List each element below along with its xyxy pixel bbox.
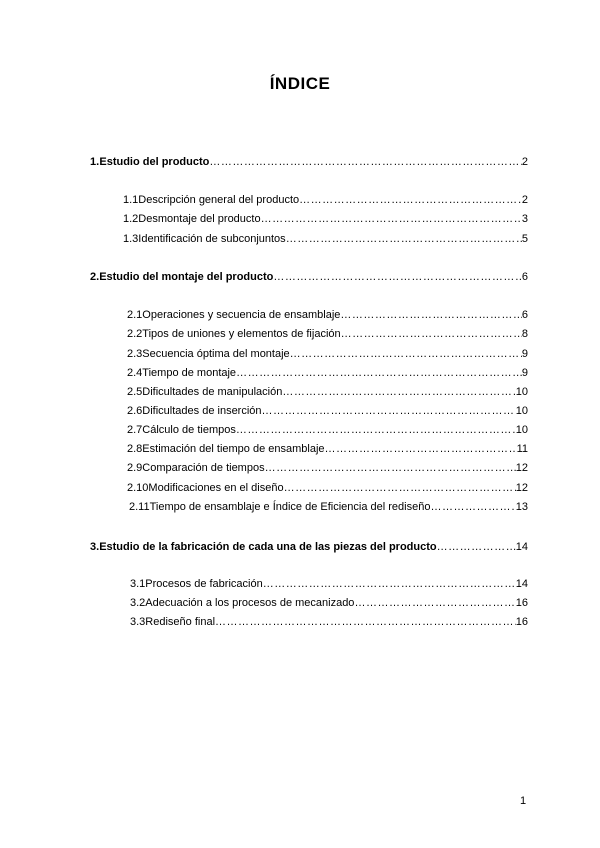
toc-leader-dots (354, 596, 515, 610)
toc-item-label: Cálculo de tiempos (142, 424, 236, 436)
toc-leader-dots (209, 155, 522, 169)
toc-item-page: 5 (521, 233, 528, 245)
toc-item-page: 12 (515, 462, 528, 474)
toc-item-label: Tiempo de ensamblaje e Índice de Eficiencia del rediseño (149, 501, 431, 513)
toc-leader-dots (430, 500, 515, 514)
toc-item-label: Rediseño final (145, 616, 216, 628)
toc-item-2-4[interactable] (127, 366, 528, 380)
toc-item-number: 2.5 (127, 386, 143, 398)
toc-section-number: 2. (90, 271, 100, 283)
toc-item-2-7[interactable] (127, 423, 528, 437)
toc-item-page: 13 (515, 501, 528, 513)
toc-item-label: Modificaciones en el diseño (148, 482, 284, 494)
toc-leader-dots (263, 577, 516, 591)
toc-section-label: Estudio de la fabricación de cada una de las piezas del producto (99, 541, 437, 553)
page-number: 1 (520, 795, 527, 807)
toc-item-3-3[interactable] (130, 615, 528, 629)
toc-item-page: 14 (515, 578, 528, 590)
toc-item-2-3[interactable] (127, 347, 528, 361)
toc-item-page: 6 (521, 309, 528, 321)
toc-item-page: 3 (521, 213, 528, 225)
toc-section-label: Estudio del montaje del producto (99, 271, 274, 283)
toc-item-3-2[interactable] (130, 596, 528, 610)
toc-item-page: 12 (515, 482, 528, 494)
toc-item-number: 1.1 (123, 194, 139, 206)
toc-leader-dots (265, 461, 516, 475)
toc-item-2-5[interactable] (127, 385, 528, 399)
toc-section-number: 3. (90, 541, 100, 553)
toc-item-2-11[interactable] (129, 500, 528, 514)
toc-item-3-1[interactable] (130, 577, 528, 591)
toc-leader-dots (262, 404, 516, 418)
toc-item-label: Procesos de fabricación (145, 578, 263, 590)
toc-item-number: 3.1 (130, 578, 146, 590)
toc-item-number: 2.2 (127, 328, 143, 340)
toc-item-number: 1.2 (123, 213, 139, 225)
toc-item-2-2[interactable] (127, 327, 528, 341)
toc-item-2-6[interactable] (127, 404, 528, 418)
toc-section-page: 14 (515, 541, 528, 553)
toc-item-number: 2.8 (127, 443, 143, 455)
toc-item-number: 2.7 (127, 424, 143, 436)
toc-item-page: 10 (515, 405, 528, 417)
toc-item-label: Dificultades de inserción (142, 405, 262, 417)
toc-item-2-9[interactable] (127, 461, 528, 475)
toc-leader-dots (282, 385, 515, 399)
toc-item-1-2[interactable] (123, 212, 528, 226)
toc-item-1-1[interactable] (123, 193, 528, 207)
toc-item-page: 9 (521, 367, 528, 379)
toc-section-page: 6 (521, 271, 528, 283)
toc-item-page: 16 (515, 597, 528, 609)
toc-leader-dots (340, 308, 521, 322)
toc-item-label: Identificación de subconjuntos (138, 233, 286, 245)
toc-item-number: 2.11 (129, 501, 150, 513)
toc-leader-dots (325, 442, 517, 456)
toc-section-1[interactable] (90, 155, 528, 169)
toc-item-page: 11 (516, 443, 528, 455)
toc-item-page: 2 (521, 194, 528, 206)
toc-item-number: 1.3 (123, 233, 139, 245)
toc-leader-dots (215, 615, 516, 629)
toc-item-label: Adecuación a los procesos de mecanizado (145, 597, 355, 609)
toc-item-page: 9 (521, 348, 528, 360)
toc-section-3[interactable] (90, 540, 528, 554)
toc-item-number: 2.10 (127, 482, 149, 494)
toc-item-number: 3.3 (130, 616, 146, 628)
toc-item-2-1[interactable] (127, 308, 528, 322)
toc-section-label: Estudio del producto (99, 156, 210, 168)
toc-item-page: 16 (515, 616, 528, 628)
toc-leader-dots (341, 327, 522, 341)
toc-section-number: 1. (90, 156, 100, 168)
toc-leader-dots (290, 347, 522, 361)
toc-item-number: 2.1 (127, 309, 143, 321)
toc-item-label: Tiempo de montaje (142, 367, 237, 379)
toc-leader-dots (273, 270, 522, 284)
toc-section-page: 2 (521, 156, 528, 168)
toc-item-2-10[interactable] (127, 481, 528, 495)
toc-item-label: Dificultades de manipulación (142, 386, 283, 398)
toc-leader-dots (236, 423, 516, 437)
toc-leader-dots (261, 212, 522, 226)
toc-leader-dots (284, 481, 516, 495)
toc-item-label: Secuencia óptima del montaje (142, 348, 290, 360)
toc-leader-dots (437, 540, 516, 554)
toc-item-1-3[interactable] (123, 232, 528, 246)
toc-item-number: 3.2 (130, 597, 146, 609)
toc-leader-dots (286, 232, 522, 246)
toc-item-label: Operaciones y secuencia de ensamblaje (142, 309, 341, 321)
toc-item-label: Tipos de uniones y elementos de fijación (142, 328, 341, 340)
toc-item-label: Descripción general del producto (138, 194, 300, 206)
toc-item-number: 2.4 (127, 367, 143, 379)
toc-item-label: Comparación de tiempos (142, 462, 265, 474)
toc-item-page: 10 (515, 386, 528, 398)
toc-item-number: 2.9 (127, 462, 143, 474)
toc-leader-dots (236, 366, 522, 380)
toc-item-label: Estimación del tiempo de ensamblaje (142, 443, 325, 455)
toc-leader-dots (299, 193, 522, 207)
toc-item-page: 8 (521, 328, 528, 340)
toc-item-label: Desmontaje del producto (138, 213, 261, 225)
toc-item-number: 2.3 (127, 348, 143, 360)
document-title: ÍNDICE (269, 74, 331, 93)
toc-section-2[interactable] (90, 270, 528, 284)
toc-item-page: 10 (515, 424, 528, 436)
toc-item-2-8[interactable] (127, 442, 528, 456)
toc-item-number: 2.6 (127, 405, 143, 417)
